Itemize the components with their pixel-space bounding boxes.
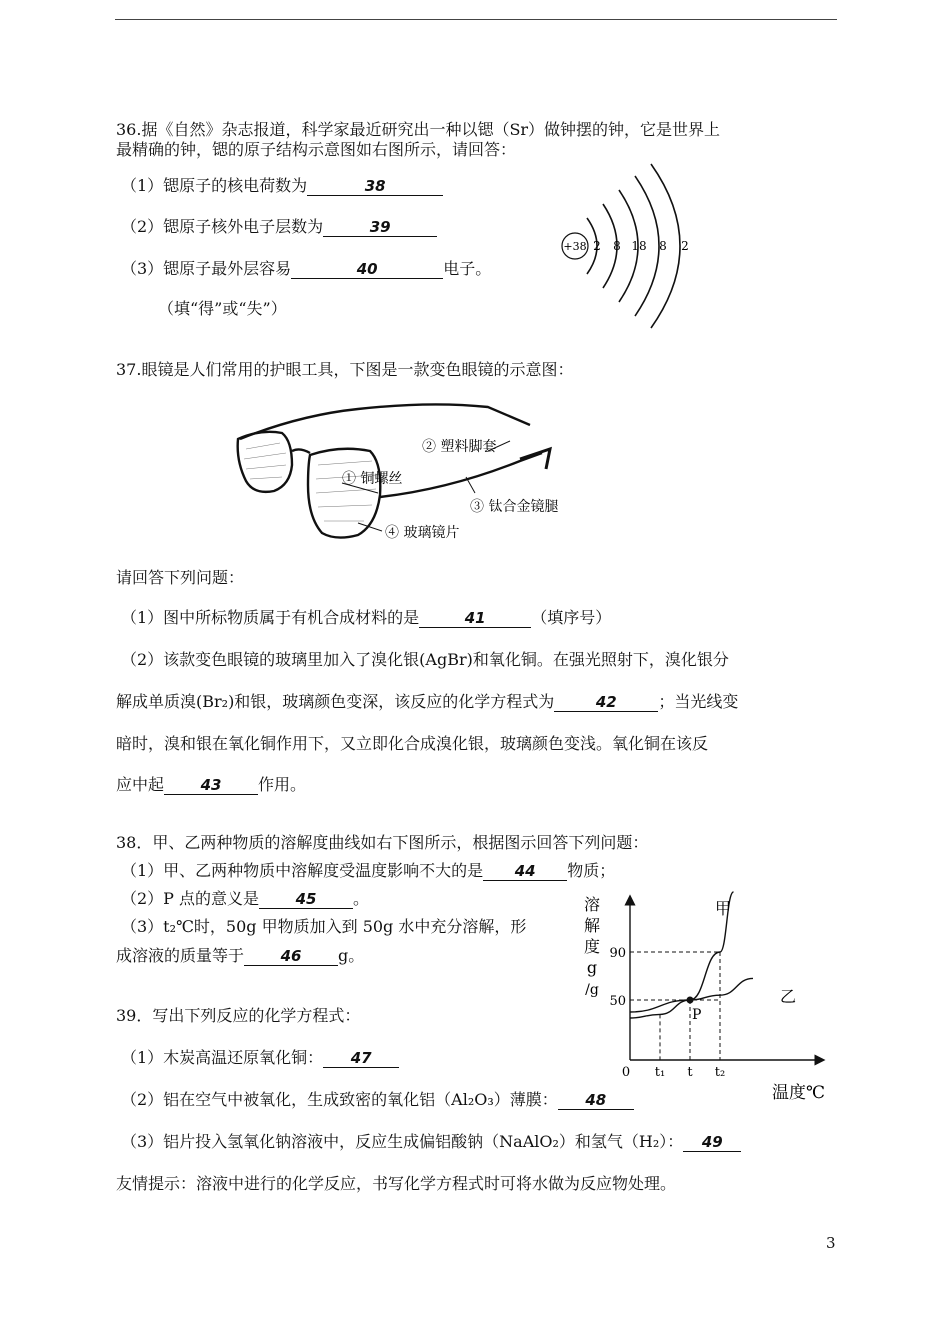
x-tick-label: t₁ [654,1065,666,1080]
q38-part3-line2 [116,946,364,966]
x-tick-label: t [687,1065,693,1080]
q38-part3-line1: （3）t₂℃时，50g 甲物质加入到 50g 水中充分溶解，形 [121,917,527,936]
q37-stem: 37.眼镜是人们常用的护眼工具，下图是一款变色眼镜的示意图： [116,360,574,379]
q38-stem: 38．甲、乙两种物质的溶解度曲线如右下图所示，根据图示回答下列问题： [116,833,649,852]
q37-part1 [121,608,611,628]
q39-part3 [121,1132,741,1152]
answer-blank-38[interactable]: 38 [307,177,443,196]
q36-part2-text: （2）锶原子核外电子层数为 [121,217,324,236]
y-tick-label: 90 [609,946,626,961]
y-axis-label-char: 解 [583,916,601,935]
q38-part2-text: （2）P 点的意义是 [121,889,260,908]
q37-prompt: 请回答下列问题： [116,568,245,587]
answer-blank-46[interactable]: 46 [244,947,338,966]
y-axis-label-char: g [586,958,598,977]
y-axis-label [584,895,600,998]
q38-part3-line2b: g。 [338,946,365,965]
q39-stem: 39．写出下列反应的化学方程式： [116,1006,361,1025]
q38-part1-after: 物质； [567,861,616,880]
q36-part3-after: 电子。 [443,259,492,278]
answer-blank-47[interactable]: 47 [323,1049,399,1068]
label-plastic-foot: ② 塑料脚套 [422,439,497,455]
bridge [292,449,310,453]
q37-part2-line2 [116,692,738,712]
q38-part1-text: （1）甲、乙两种物质中溶解度受温度影响不大的是 [121,861,484,880]
nucleus-charge: +38 [563,240,587,253]
shell-electrons-1: 2 [593,239,601,253]
q37-part2-line1: （2）该款变色眼镜的玻璃里加入了溴化银(AgBr)和氧化铜。在强光照射下，溴化银分 [121,650,729,669]
q37-part2-line2a: 解成单质溴(Br₂)和银，玻璃颜色变深，该反应的化学方程式为 [116,692,555,711]
q36-part1-text: （1）锶原子的核电荷数为 [121,176,308,195]
q37-part2-line4b: 作用。 [258,775,307,794]
page-number: 3 [826,1234,836,1252]
lens-left [238,432,292,492]
answer-blank-42[interactable]: 42 [554,693,658,712]
atom-structure-diagram [555,160,715,335]
q38-part1 [121,861,615,881]
header-rule [115,19,837,20]
answer-blank-43[interactable]: 43 [164,776,258,795]
label-copper-screw: ① 铜螺丝 [342,471,403,487]
q36-part2 [121,217,437,237]
temple-arm-near [380,453,542,497]
q37-part1-after: （填序号） [531,608,612,627]
intersection-point-p [687,997,694,1004]
glasses-diagram [230,385,590,555]
answer-blank-49[interactable]: 49 [683,1133,741,1152]
label-titanium-arm: ③ 钛合金镜腿 [470,499,559,515]
solubility-chart [570,888,840,1108]
q38-part2 [121,889,369,909]
answer-blank-40[interactable]: 40 [291,260,443,279]
q39-part3-text: （3）铝片投入氢氧化钠溶液中，反应生成偏铝酸钠（NaAlO₂）和氢气（H₂）： [121,1132,684,1151]
q37-part1-text: （1）图中所标物质属于有机合成材料的是 [121,608,420,627]
q36-stem-line2: 最精确的钟，锶的原子结构示意图如右图所示，请回答： [116,140,517,159]
q37-part2-line4a: 应中起 [116,775,165,794]
plastic-foot-cover [520,449,550,469]
q39-tip: 友情提示：溶液中进行的化学反应，书写化学方程式时可将水做为反应物处理。 [116,1174,677,1193]
answer-blank-45[interactable]: 45 [259,890,353,909]
lens-right [308,449,380,538]
y-axis-label-unit: /g [585,982,599,998]
x-tick-label: 0 [621,1065,631,1080]
answer-blank-39[interactable]: 39 [323,218,437,237]
shell-electrons-5: 2 [681,239,689,253]
q39-part1-text: （1）木炭高温还原氧化铜： [121,1048,324,1067]
q37-part2-line4 [116,775,306,795]
y-tick-label: 50 [609,994,626,1009]
label-glass-lens: ④ 玻璃镜片 [385,525,460,541]
q38-part2-after: 。 [353,889,370,908]
shell-electrons-3: 18 [631,239,647,253]
answer-blank-48[interactable]: 48 [558,1091,634,1110]
q39-part2-text: （2）铝在空气中被氧化，生成致密的氧化铝（Al₂O₃）薄膜： [121,1090,558,1109]
answer-blank-44[interactable]: 44 [483,862,567,881]
q36-part3-hint: （填“得”或“失”） [158,299,287,318]
q38-part3-line2a: 成溶液的质量等于 [116,946,245,965]
q37-part2-line2b: ；当光线变 [658,692,739,711]
y-axis-label-char: 度 [583,937,601,956]
y-axis-label-char: 溶 [583,895,601,914]
q36-stem-line1: 36.据《自然》杂志报道，科学家最近研究出一种以锶（Sr）做钟摆的钟，它是世界上 [116,120,721,139]
x-tick-label: t₂ [714,1065,726,1080]
shell-electrons-2: 8 [613,239,621,253]
q39-part2 [121,1090,634,1110]
x-axis-label: 温度℃ [772,1083,826,1103]
series-label-jia: 甲 [715,899,732,918]
shell-electrons-4: 8 [659,239,667,253]
q36-part3-text: （3）锶原子最外层容易 [121,259,292,278]
answer-blank-41[interactable]: 41 [419,609,531,628]
lens-tint-right [316,461,376,521]
lens-tint-left [244,443,286,479]
q36-part3 [121,259,491,279]
q39-part1 [121,1048,399,1068]
series-label-yi: 乙 [780,987,797,1006]
annotation-p: P [692,1007,702,1023]
q37-part2-line3: 暗时，溴和银在氧化铜作用下，又立即化合成溴化银，玻璃颜色变浅。氧化铜在该反 [116,734,709,753]
q36-part1 [121,176,443,196]
